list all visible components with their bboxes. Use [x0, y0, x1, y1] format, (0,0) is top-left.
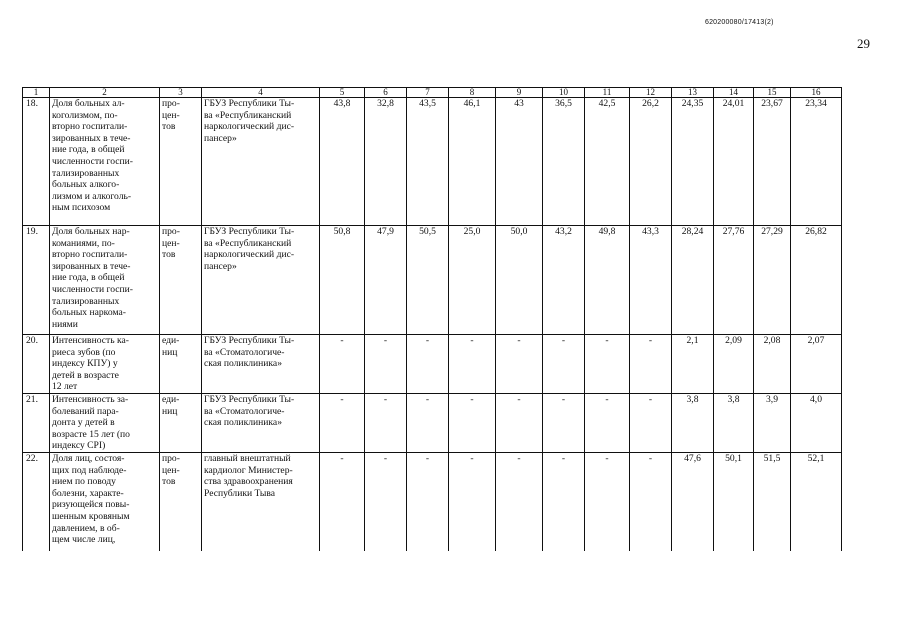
- value-cell: 42,5: [585, 98, 630, 226]
- row-number: 20.: [23, 335, 50, 394]
- value-cell: 2,08: [754, 335, 791, 394]
- value-cell: -: [543, 453, 585, 551]
- value-cell: -: [496, 394, 543, 453]
- value-cell: 3,8: [714, 394, 754, 453]
- unit: про- цен- тов: [160, 226, 202, 335]
- column-number: 6: [365, 88, 407, 98]
- value-cell: -: [630, 453, 672, 551]
- value-cell: -: [320, 394, 365, 453]
- value-cell: 51,5: [754, 453, 791, 551]
- column-number-row: [23, 88, 842, 98]
- value-cell: 26,82: [791, 226, 842, 335]
- indicators-table: [22, 87, 842, 551]
- value-cell: 3,8: [672, 394, 714, 453]
- responsible-organization: ГБУЗ Республики Ты- ва «Республиканский наркологический дис- пансер»: [202, 98, 320, 226]
- value-cell: -: [365, 394, 407, 453]
- indicator-name: Доля больных ал- коголизмом, по- вторно госпитали- зированных в тече- ние года, в общей численности госпи- тализированных больных алкого- лизмом и алкоголь- ным психозом: [50, 98, 160, 226]
- column-number: 4: [202, 88, 320, 98]
- value-cell: -: [320, 335, 365, 394]
- column-number: 13: [672, 88, 714, 98]
- column-number: 11: [585, 88, 630, 98]
- value-cell: 27,76: [714, 226, 754, 335]
- value-cell: 27,29: [754, 226, 791, 335]
- column-number: 1: [23, 88, 50, 98]
- value-cell: -: [365, 335, 407, 394]
- column-number: 2: [50, 88, 160, 98]
- row-number: 22.: [23, 453, 50, 551]
- responsible-organization: ГБУЗ Республики Ты- ва «Республиканский наркологический дис- пансер»: [202, 226, 320, 335]
- value-cell: 3,9: [754, 394, 791, 453]
- table-row: [23, 226, 842, 335]
- column-number: 12: [630, 88, 672, 98]
- value-cell: 49,8: [585, 226, 630, 335]
- row-number: 18.: [23, 98, 50, 226]
- value-cell: -: [543, 335, 585, 394]
- value-cell: 43,5: [407, 98, 449, 226]
- responsible-organization: ГБУЗ Республики Ты- ва «Стоматологиче- ская поликлиника»: [202, 394, 320, 453]
- value-cell: 52,1: [791, 453, 842, 551]
- value-cell: 43: [496, 98, 543, 226]
- value-cell: 25,0: [449, 226, 496, 335]
- indicator-name: Доля лиц, состоя- щих под наблюде- нием по поводу болезни, характе- ризующейся повы- шенным кровяным давлением, в об- щем числе лиц,: [50, 453, 160, 551]
- value-cell: 43,2: [543, 226, 585, 335]
- value-cell: -: [630, 394, 672, 453]
- value-cell: 43,8: [320, 98, 365, 226]
- page-number: 29: [857, 36, 870, 51]
- column-number: 10: [543, 88, 585, 98]
- value-cell: 50,8: [320, 226, 365, 335]
- value-cell: -: [585, 335, 630, 394]
- value-cell: -: [407, 394, 449, 453]
- unit: про- цен- тов: [160, 98, 202, 226]
- value-cell: 46,1: [449, 98, 496, 226]
- responsible-organization: ГБУЗ Республики Ты- ва «Стоматологиче- ская поликлиника»: [202, 335, 320, 394]
- unit: про- цен- тов: [160, 453, 202, 551]
- value-cell: 50,1: [714, 453, 754, 551]
- column-number: 8: [449, 88, 496, 98]
- value-cell: 50,5: [407, 226, 449, 335]
- indicator-name: Интенсивность за- болеваний пара- донта у детей в возрасте 15 лет (по индексу CPI): [50, 394, 160, 453]
- value-cell: 28,24: [672, 226, 714, 335]
- table-row: [23, 98, 842, 226]
- value-cell: -: [449, 394, 496, 453]
- value-cell: 24,01: [714, 98, 754, 226]
- value-cell: -: [365, 453, 407, 551]
- column-number: 9: [496, 88, 543, 98]
- value-cell: 47,9: [365, 226, 407, 335]
- value-cell: -: [585, 394, 630, 453]
- value-cell: -: [585, 453, 630, 551]
- table-row: [23, 394, 842, 453]
- value-cell: 23,34: [791, 98, 842, 226]
- column-number: 7: [407, 88, 449, 98]
- unit: еди- ниц: [160, 335, 202, 394]
- indicator-name: Доля больных нар- команиями, по- вторно госпитали- зированных в тече- ние года, в общей численности госпи- тализированных больных наркома- ниями: [50, 226, 160, 335]
- value-cell: 50,0: [496, 226, 543, 335]
- value-cell: 36,5: [543, 98, 585, 226]
- value-cell: 24,35: [672, 98, 714, 226]
- column-number: 5: [320, 88, 365, 98]
- value-cell: 2,09: [714, 335, 754, 394]
- column-number: 14: [714, 88, 754, 98]
- value-cell: 4,0: [791, 394, 842, 453]
- column-number: 3: [160, 88, 202, 98]
- value-cell: 23,67: [754, 98, 791, 226]
- value-cell: -: [543, 394, 585, 453]
- table-row: [23, 335, 842, 394]
- value-cell: -: [449, 453, 496, 551]
- value-cell: -: [449, 335, 496, 394]
- unit: еди- ниц: [160, 394, 202, 453]
- value-cell: -: [496, 335, 543, 394]
- value-cell: 47,6: [672, 453, 714, 551]
- value-cell: -: [407, 335, 449, 394]
- value-cell: 32,8: [365, 98, 407, 226]
- document-id: 620200080/17413(2): [705, 19, 774, 26]
- value-cell: -: [630, 335, 672, 394]
- value-cell: 2,07: [791, 335, 842, 394]
- value-cell: -: [407, 453, 449, 551]
- column-number: 16: [791, 88, 842, 98]
- column-number: 15: [754, 88, 791, 98]
- value-cell: 43,3: [630, 226, 672, 335]
- indicator-name: Интенсивность ка- риеса зубов (по индексу КПУ) у детей в возрасте 12 лет: [50, 335, 160, 394]
- row-number: 19.: [23, 226, 50, 335]
- row-number: 21.: [23, 394, 50, 453]
- value-cell: 26,2: [630, 98, 672, 226]
- value-cell: 2,1: [672, 335, 714, 394]
- table-row: [23, 453, 842, 551]
- value-cell: -: [496, 453, 543, 551]
- value-cell: -: [320, 453, 365, 551]
- responsible-organization: главный внештатный кардиолог Министер- ства здравоохранения Республики Тыва: [202, 453, 320, 551]
